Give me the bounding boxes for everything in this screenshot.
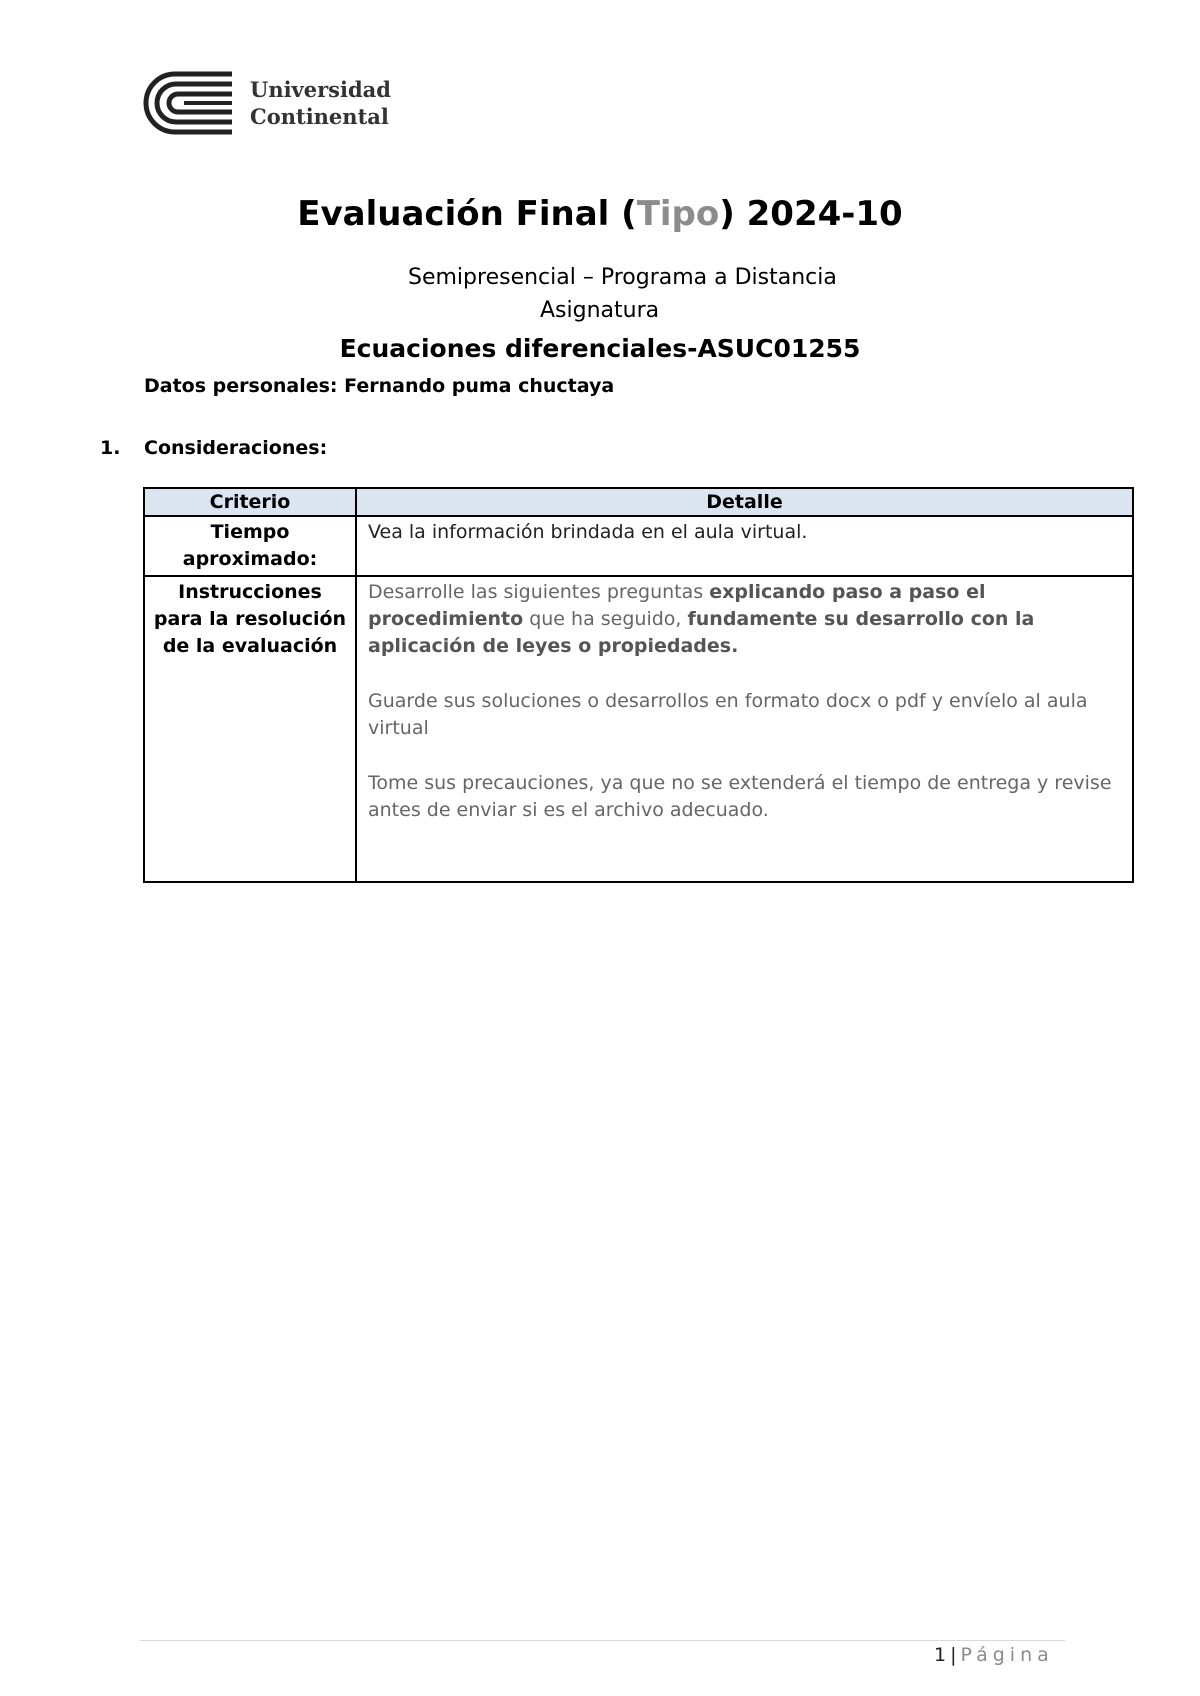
instruction-paragraph-3: Tome sus precauciones, ya que no se extenderá el tiempo de entrega y revise antes de enviar si es el archivo adecuado. [368, 772, 1112, 821]
instruction-text: que ha seguido, [523, 608, 688, 630]
modality-line: Semipresencial – Programa a Distancia [408, 265, 837, 290]
asignatura-label: Asignatura [540, 298, 660, 323]
page-label: Página [960, 1644, 1054, 1666]
page-number: 1 [934, 1644, 947, 1666]
course-name: Ecuaciones diferenciales-ASUC01255 [339, 334, 861, 363]
title-tipo: Tipo [636, 194, 720, 234]
criterio-instrucciones: Instrucciones para la resolución de la evaluación [144, 576, 356, 882]
section-title: Consideraciones: [144, 437, 328, 459]
document-title [0, 194, 1200, 234]
instruction-bold: fundamente su desarrollo con la aplicación de leyes o propiedades. [368, 608, 1035, 657]
detalle-tiempo: Vea la información brindada en el aula virtual. [356, 516, 1133, 576]
logo-text [250, 76, 391, 130]
footer-separator: | [950, 1644, 957, 1666]
instruction-bold: explicando paso a paso el procedimiento [368, 581, 986, 630]
table-header-row [144, 488, 1133, 516]
instruction-paragraph-2: Guarde sus soluciones o desarrollos en formato docx o pdf y envíelo al aula virtual [368, 690, 1088, 739]
university-logo [142, 70, 391, 136]
header-detalle: Detalle [356, 488, 1133, 516]
header-criterio: Criterio [144, 488, 356, 516]
section-number: 1. [100, 437, 121, 459]
section-heading [100, 437, 327, 459]
universidad-continental-logo-icon [142, 70, 236, 136]
title-suffix: ) 2024-10 [719, 194, 903, 234]
table-row [144, 576, 1133, 882]
title-prefix: Evaluación Final ( [297, 194, 637, 234]
detalle-instrucciones [356, 576, 1133, 882]
logo-line-1: Universidad [250, 77, 391, 102]
logo-line-2: Continental [250, 104, 389, 129]
considerations-table [143, 487, 1134, 883]
personal-data: Datos personales: Fernando puma chuctaya [144, 375, 615, 397]
instruction-paragraph-1 [368, 579, 1122, 660]
footer-divider [140, 1640, 1065, 1641]
table-row [144, 516, 1133, 576]
page-footer [934, 1644, 1054, 1666]
instruction-text: Desarrolle las siguientes preguntas [368, 581, 710, 603]
criterio-tiempo: Tiempo aproximado: [144, 516, 356, 576]
